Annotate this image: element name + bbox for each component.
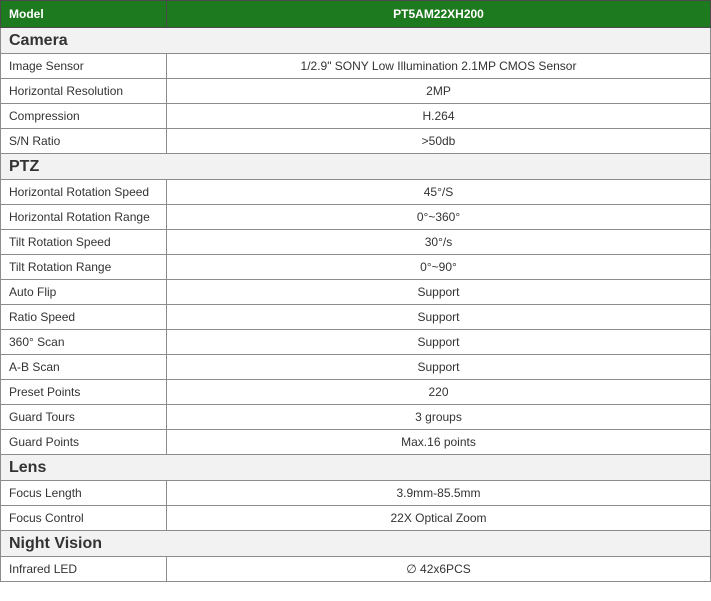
table-row — [1, 481, 711, 506]
row-value: Max.16 points — [167, 430, 711, 455]
row-label: Image Sensor — [1, 54, 167, 79]
row-value: Support — [167, 330, 711, 355]
row-value: 3 groups — [167, 405, 711, 430]
header-label: Model — [1, 1, 167, 28]
row-label: Ratio Speed — [1, 305, 167, 330]
table-header-row — [1, 1, 711, 28]
table-row — [1, 430, 711, 455]
section-title: PTZ — [1, 154, 711, 180]
row-label: A-B Scan — [1, 355, 167, 380]
row-value: 220 — [167, 380, 711, 405]
table-row — [1, 205, 711, 230]
row-label: Horizontal Resolution — [1, 79, 167, 104]
table-row — [1, 54, 711, 79]
row-value: Support — [167, 305, 711, 330]
row-label: Horizontal Rotation Speed — [1, 180, 167, 205]
row-label: Preset Points — [1, 380, 167, 405]
row-value: 2MP — [167, 79, 711, 104]
row-value: >50db — [167, 129, 711, 154]
section-ptz — [1, 154, 711, 180]
row-value: Support — [167, 280, 711, 305]
row-value: 0°~360° — [167, 205, 711, 230]
row-value: 22X Optical Zoom — [167, 506, 711, 531]
table-row — [1, 305, 711, 330]
table-row — [1, 255, 711, 280]
row-label: Infrared LED — [1, 557, 167, 582]
table-row — [1, 380, 711, 405]
table-row — [1, 104, 711, 129]
row-value: ∅ 42x6PCS — [167, 557, 711, 582]
table-row — [1, 506, 711, 531]
table-row — [1, 79, 711, 104]
row-label: Compression — [1, 104, 167, 129]
row-label: Focus Length — [1, 481, 167, 506]
section-night-vision — [1, 531, 711, 557]
row-label: S/N Ratio — [1, 129, 167, 154]
row-label: Auto Flip — [1, 280, 167, 305]
table-row — [1, 230, 711, 255]
row-value: 30°/s — [167, 230, 711, 255]
row-label: Guard Points — [1, 430, 167, 455]
table-row — [1, 280, 711, 305]
row-value: H.264 — [167, 104, 711, 129]
section-title: Lens — [1, 455, 711, 481]
section-title: Camera — [1, 28, 711, 54]
table-row — [1, 330, 711, 355]
row-label: Guard Tours — [1, 405, 167, 430]
table-row — [1, 355, 711, 380]
row-value: 0°~90° — [167, 255, 711, 280]
header-model-value: PT5AM22XH200 — [167, 1, 711, 28]
row-value: Support — [167, 355, 711, 380]
row-label: 360° Scan — [1, 330, 167, 355]
table-row — [1, 180, 711, 205]
table-row — [1, 405, 711, 430]
row-value: 3.9mm-85.5mm — [167, 481, 711, 506]
row-label: Tilt Rotation Range — [1, 255, 167, 280]
section-camera — [1, 28, 711, 54]
section-lens — [1, 455, 711, 481]
table-row — [1, 129, 711, 154]
row-value: 45°/S — [167, 180, 711, 205]
row-label: Focus Control — [1, 506, 167, 531]
section-title: Night Vision — [1, 531, 711, 557]
row-value: 1/2.9" SONY Low Illumination 2.1MP CMOS Sensor — [167, 54, 711, 79]
row-label: Tilt Rotation Speed — [1, 230, 167, 255]
table-row — [1, 557, 711, 582]
row-label: Horizontal Rotation Range — [1, 205, 167, 230]
